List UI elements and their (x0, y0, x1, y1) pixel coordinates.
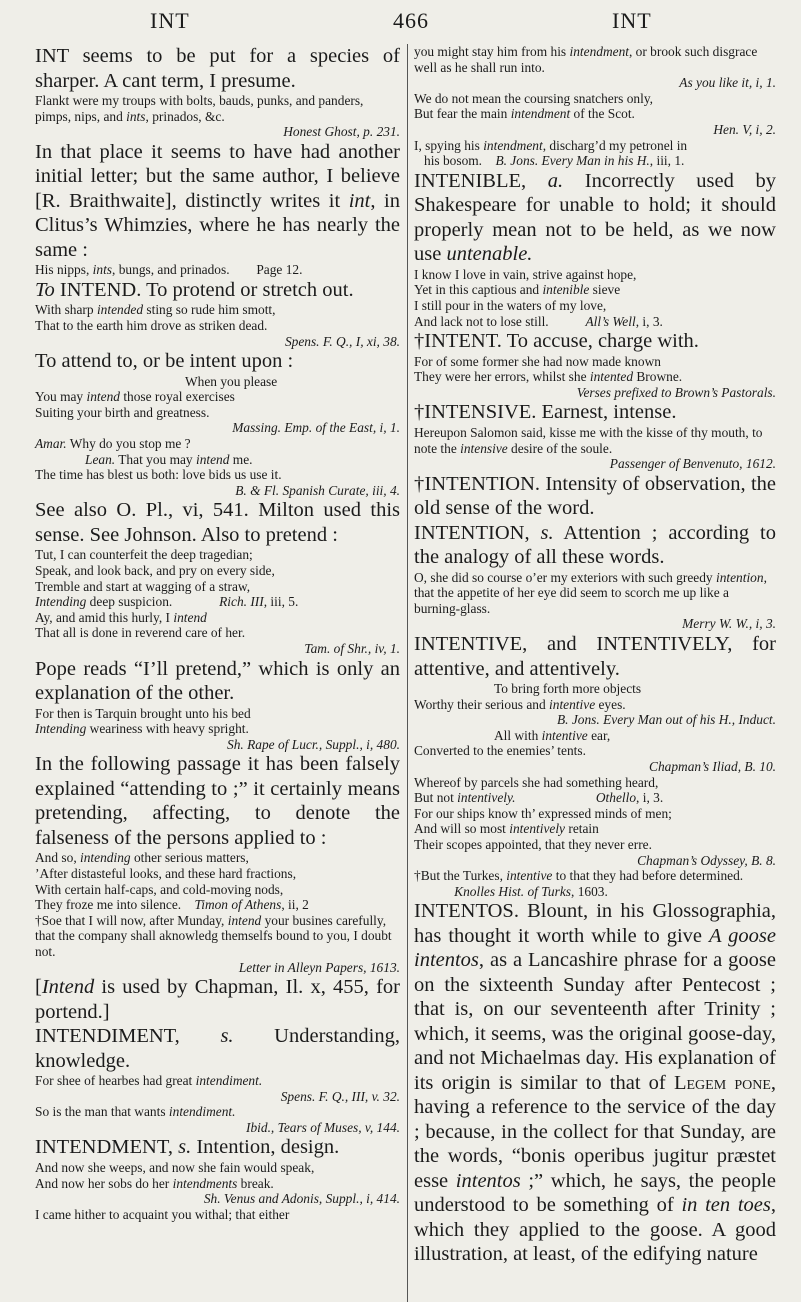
right-entry-text: †INTENT. To accuse, charge with. (414, 330, 699, 353)
right-quotation: To bring forth more objects Worthy their serious and intentive eyes. (414, 681, 642, 712)
left-entry-text: In that place it seems to have had another initial letter; but the same author, I believe [R. Braithwaite], distinctly writes it int, in Clitus’s Whimzies, where he has nearly the same : (35, 140, 400, 261)
left-citation: Letter in Alleyn Papers, 1613. (238, 959, 400, 975)
header-left-word: INT (150, 8, 190, 33)
left-citation: Ibid., Tears of Muses, v, 144. (246, 1119, 400, 1135)
left-entry-text: See also O. Pl., vi, 541. Milton used this sense. See Johnson. Also to pretend : (35, 499, 400, 546)
left-quotation: Amar. Why do you stop me ? Lean. That you may intend me. The time has blest us both: love bids us use it. (35, 436, 282, 483)
right-citation: Chapman’s Odyssey, B. 8. (637, 852, 776, 868)
right-citation: As you like it, i, 1. (679, 75, 776, 91)
left-citation: B. & Fl. Spanish Curate, iii, 4. (235, 482, 400, 498)
left-citation: Honest Ghost, p. 231. (283, 124, 400, 140)
page-number: 466 (393, 8, 429, 33)
left-entry-text: To attend to, or be intent upon : (35, 350, 294, 373)
right-quotation: All with intentive ear, Converted to the enemies’ tents. (414, 727, 611, 759)
right-quotation: O, she did so course o’er my exteriors with such greedy intention, that the appetite of her eye did seem to scorch me up like a burning-glass. (414, 569, 767, 616)
right-entry-text: INTENTIVE, and INTENTIVELY, for attentive, and attentively. (414, 633, 776, 680)
left-quotation: For then is Tarquin brought unto his bed Intending weariness with heavy spright. (35, 705, 251, 737)
left-entry-text: [Intend is used by Chapman, Il. x, 455, for portend.] (35, 976, 400, 1023)
left-entry-text: Pope reads “I’ll pretend,” which is only an explanation of the other. (35, 657, 400, 705)
right-citation: Chapman’s Iliad, B. 10. (649, 759, 776, 775)
left-quotation: Tut, I can counterfeit the deep tragedian; Speak, and look back, and pry on every side, Tremble and start at wagging of a straw, Intending deep suspicion. Rich. III, iii, 5. Ay, and amid this hurly, I intend That all is done in reverend care of her. (35, 547, 299, 641)
left-citation: Sh. Rape of Lucr., Suppl., i, 480. (227, 736, 400, 752)
right-quotation: I, spying his intendment, discharg’d my petronel in his bosom. B. Jons. Every Man in his H., iii, 1. (414, 137, 688, 169)
right-entry-text: INTENTION, s. Attention ; according to the analogy of all these words. (414, 521, 776, 569)
column-divider (407, 44, 408, 1302)
right-quotation: †But the Turkes, intentive to that they had before determined. Knolles Hist. of Turks, 1603. (414, 868, 744, 899)
right-citation: Hen. V, i, 2. (713, 121, 776, 137)
left-quotation: When you please You may intend those royal exercises Suiting your birth and greatness. (35, 373, 278, 420)
left-entry-text: INTENDIMENT, s. Understanding, knowledge. (35, 1025, 401, 1072)
right-citation: Verses prefixed to Brown’s Pastorals. (576, 384, 776, 400)
left-quotation: And so, intending other serious matters, ’After distasteful looks, and these hard fractions, With certain half-caps, and cold-moving nods, They froze me into silence. Timon of Athens, ii, 2 †Soe that I will now, after Munday, intend your busines carefully, that the company shall aknowledg themselfs bound to you, I doubt not. (35, 850, 392, 959)
right-quotation: Hereupon Salomon said, kisse me with the kisse of thy mouth, to note the intensive desire of the soule. (414, 424, 763, 456)
left-quotation: I came hither to acquaint you withal; that either (35, 1206, 290, 1222)
right-entry-text: †INTENTION. Intensity of observation, the old sense of the word. (414, 472, 776, 520)
right-quotation: I know I love in vain, strive against hope, Yet in this captious and intenible sieve I still pour in the waters of my love, And lack not to lose still. All’s Well, i, 3. (414, 266, 663, 329)
left-citation: Massing. Emp. of the East, i, 1. (232, 420, 400, 436)
left-quotation: And now she weeps, and now she fain would speak, And now her sobs do her intendments break. (35, 1159, 315, 1191)
left-entry-text: In the following passage it has been falsely explained “attending to ;” it certainly means pretending, affecting, to denote the falseness of the persons applied to : (35, 753, 400, 849)
left-quotation: So is the man that wants intendiment. (35, 1104, 236, 1120)
running-header (0, 8, 801, 42)
right-quotation: you might stay him from his intendment, or brook such disgrace well as he shall run into. (414, 44, 758, 75)
right-entry-text: INTENTOS. Blount, in his Glossographia, has thought it worth while to give A goose intentos, as a Lancashire phrase for a goose on the sixteenth Sunday after Pentecost ; that is, on our seventeenth after Trinity ; which, it seems, was the original goose-day, and not Michaelmas day. His explanation of its origin is similar to that of Legem pone, having a reference to the service of the day ; because, in the collect for that Sunday, are the words, “bonis operibus jugitur præstet esse intentos ;” which, he says, the people understood to be something of in ten toes, which they applied to the goose. A good illustration, at least, of the edifying nature (414, 900, 777, 1266)
left-quotation: With sharp intended sting so rude him smott, That to the earth him drove as striken dead. (35, 302, 276, 333)
left-quotation: Flankt were my troups with bolts, bauds, punks, and panders, pimps, nips, and ints, prinados, &c. (35, 93, 364, 124)
right-entry-text: INTENIBLE, a. Incorrectly used by Shakespeare for unable to hold; it should properly mean not to be held, as we now use untenable. (414, 169, 777, 266)
right-quotation: For of some former she had now made known They were her errors, whilst she intented Browne. (414, 353, 683, 385)
left-citation: Spens. F. Q., III, v. 32. (280, 1088, 400, 1104)
right-citation: Passenger of Benvenuto, 1612. (609, 456, 776, 472)
right-citation: B. Jons. Every Man out of his H., Induct. (556, 712, 776, 728)
left-column (35, 44, 400, 1222)
right-column (414, 44, 776, 1267)
left-entry-text: To INTEND. To protend or stretch out. (35, 278, 354, 301)
left-quotation: His nipps, ints, bungs, and prinados. Page 12. (35, 262, 303, 278)
header-right-word: INT (612, 8, 652, 33)
left-citation: Sh. Venus and Adonis, Suppl., i, 414. (203, 1191, 400, 1207)
left-citation: Tam. of Shr., iv, 1. (304, 640, 400, 656)
left-entry-text: INTENDMENT, s. Intention, design. (35, 1136, 340, 1159)
left-quotation: For shee of hearbes had great intendiment. (35, 1073, 263, 1089)
right-citation: Merry W. W., i, 3. (682, 616, 776, 632)
right-quotation: Whereof by parcels she had something heard, But not intentively. Othello, i, 3. For our ships know th’ expressed minds of men; And will so most intentively retain Their scopes appointed, that they never erre. (414, 774, 672, 852)
left-entry-text: INT seems to be put for a species of sharper. A cant term, I presume. (35, 45, 400, 92)
left-citation: Spens. F. Q., I, xi, 38. (284, 333, 400, 349)
right-entry-text: †INTENSIVE. Earnest, intense. (414, 401, 677, 424)
right-quotation: We do not mean the coursing snatchers only, But fear the main intendment of the Scot. (414, 90, 654, 122)
